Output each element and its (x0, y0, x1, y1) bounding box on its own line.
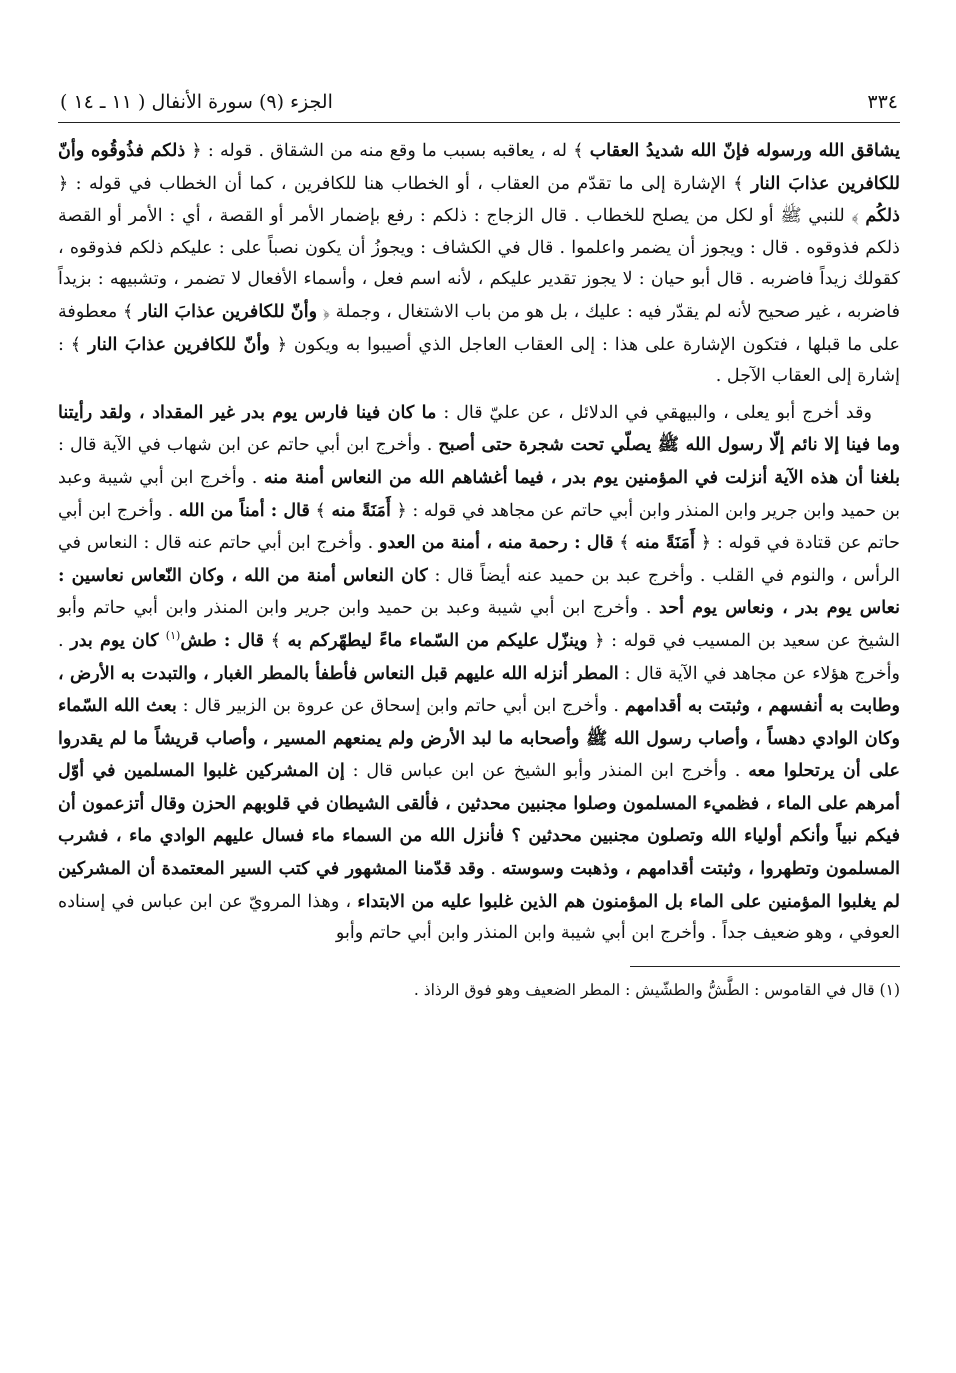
text-segment: ﴾ (309, 500, 332, 521)
text-segment: . وأخرج ابن المنذر وأبو الشيخ عن ابن عباس قال : (344, 761, 749, 782)
body-text (58, 135, 900, 950)
text-segment: . (484, 859, 502, 880)
header-rule (58, 122, 900, 123)
text-segment: ﴾ (613, 533, 636, 554)
text-segment: . وأخرج ابن أبي حاتم عنه قال : النعاس في الرأس ، والنوم في القلب . وأخرج عبد بن حميد عنه أيضاً قال : (58, 533, 900, 586)
quoted-text: ذلكم فذُوقُوه وأنّ للكافرين عذابَ النار (58, 140, 900, 194)
text-segment: ﴾ للنبي ﷺ أو لكل من يصلح للخطاب . قال الزجاج : ذلكم : رفع بإضمار الأمر أو القصة ، أي : الأمر أو القصة ذلكم فذوقوه . قال : ويجوز أن يضمر واعلموا . قال في الكشاف : ويجوزُ أن يكون نصباً على : عليكم ذلكم فذوقوه ، كقولك زيداً فاضربه . قال أبو حيان : لا يجوز تقدير عليكم ، لأنه اسم فعل ، وأسماء الأفعال لا تضمر ، وتشبيهه : بزيداً فاضربه ، غير صحيح لأنه لم يقدّر فيه : عليك ، بل هو من باب الاشتغال ، وجملة ﴿ (58, 206, 900, 322)
text-segment: . وأخرج ابن أبي شيبة وعبد بن حميد وابن جرير وابن المنذر وابن أبي حاتم وأبو الشيخ عن سعيد بن المسيب في قوله : ﴿ (58, 598, 900, 651)
footnote: (١) قال في القاموس : الطَّشُّ والطشّيش : المطر الضعيف وهو فوق الرذاذ . (413, 980, 900, 999)
quoted-text: إن المشركين غلبوا المسلمين في أوّل أمرهم على الماء ، فظميء المسلمون وصلوا مجنبين محدثين ، فألقى الشيطان في قلوبهم الحزن وقال أتزعمون أن فيكم نبياً وأنكم أولياء الله وتصلون مجنبين محدثين ؟ فأنزل الله من السماء ماء فسال عليهم الوادي ماء ، فشرب المسلمون وتطهروا ، وثبتت أقدامهم ، وذهبت وسوسته (58, 760, 900, 880)
paragraph (58, 397, 900, 950)
page-number: ٣٣٤ (867, 91, 898, 113)
quoted-text: يشاقق الله ورسوله فإنّ الله شديدُ العقاب (589, 140, 900, 161)
quoted-text: قال : رحمة منه ، أمنة من العدو (379, 532, 614, 554)
text-segment: . وأخرج هؤلاء عن مجاهد في الآية قال : (58, 630, 900, 684)
quoted-text: ما كان فينا فارس يوم بدر غير المقداد ، ولقد رأيتنا وما فينا إلا نائم إلّا رسول الله ﷺ يصلّي تحت شجرة حتى أصبح (58, 401, 900, 456)
text-segment: . وأخرج ابن أبي شيبة وعبد بن حميد وابن جرير وابن المنذر وابن أبي حاتم عن مجاهد في قوله : ﴿ (58, 467, 900, 521)
footnote-marker: (١) (165, 629, 181, 643)
paragraph (58, 135, 900, 393)
text-segment: . وأخرج ابن أبي حاتم عن ابن شهاب في الآية قال : (58, 435, 439, 456)
running-title: الجزء (٩) سورة الأنفال ( ١١ ـ ١٤ ) (60, 91, 333, 113)
text-segment: ﴾ : إشارة إلى العقاب الآجل . (58, 334, 900, 387)
footnote-rule (630, 966, 900, 967)
text-segment: ﴾ معطوفة على ما قبلها ، فتكون الإشارة على هذا : إلى العقاب العاجل الذي أصيبوا به ويكون ﴿ (58, 301, 901, 355)
text-segment: ، وهذا المرويّ عن ابن عباس في إسناده العوفي ، وهو ضعيف جداً . وأخرج ابن أبي شيبة وابن المنذر وابن أبي حاتم وأبو (58, 891, 900, 944)
quoted-text: ذلكُم (865, 205, 900, 227)
quoted-text: كان يوم بدر (70, 629, 166, 651)
text-segment: وقد أخرج أبو يعلى ، والبيهقي في الدلائل ، عن عليّ قال : (436, 402, 872, 423)
text-segment: ﴾ (264, 630, 288, 651)
quoted-text: وأنّ للكافرين عذابَ النار (88, 333, 270, 355)
quoted-text: كان النعاس أمنة من الله ، وكان النّعاس نعاسين : نعاس يوم بدر ، ونعاس يوم أحد (58, 564, 900, 619)
text-segment: ﴾ له ، يعاقبه بسبب ما وقع منه من الشقاق . قوله : ﴿ (185, 141, 590, 161)
quoted-text: بعث الله السّماء وكان الوادي دهساً ، وأصاب رسول الله ﷺ وأصحابه ما لبد الأرض ولم يمنعهم المسير ، وأصاب قريشاً ما لم يقدروا على أن يرتحلوا معه (58, 695, 901, 782)
quoted-text: المطر أنزله الله عليهم قبل النعاس فأطفأ بالمطر الغبار ، والتبدت به الأرض ، وطابت به أنفسهم ، وثبتت به أقدامهم (58, 662, 900, 717)
quoted-text: وأنّ للكافرين عذابَ النار (138, 300, 318, 322)
quoted-text: أَمَنَةً منه (635, 532, 695, 554)
quoted-text: أَمَنَةً منه (331, 499, 391, 521)
quoted-text: قال : أمناً من الله (179, 499, 310, 521)
text-segment: ﴾ الإشارة إلى ما تقدّم من العقاب ، أو الخطاب هنا للكافرين ، كما أن الخطاب في قوله : ﴿ (58, 173, 751, 194)
text-segment: . وأخرج ابن أبي حاتم وابن إسحاق عن عروة بن الزبير قال : (176, 696, 625, 717)
quoted-text: قال : طش (180, 629, 265, 651)
text-segment: . وأخرج ابن أبي حاتم عن قتادة في قوله : ﴿ (58, 500, 900, 554)
quoted-text: وقد قدّمنا المشهور في كتب السير المعتمدة أن المشركين لم يغلبوا المؤمنين على الماء بل المؤمنون هم الذين غلبوا عليه من الابتداء (58, 858, 900, 912)
page (58, 88, 900, 1003)
running-header (58, 88, 900, 116)
quoted-text: بلغنا أن هذه الآية أنزلت في المؤمنين يوم بدر ، فيما أغشاهم الله من النعاس أمنة منه (263, 466, 901, 488)
quoted-text: وينزّل عليكم من السّماء ماءً ليطهّركم به (287, 629, 588, 651)
